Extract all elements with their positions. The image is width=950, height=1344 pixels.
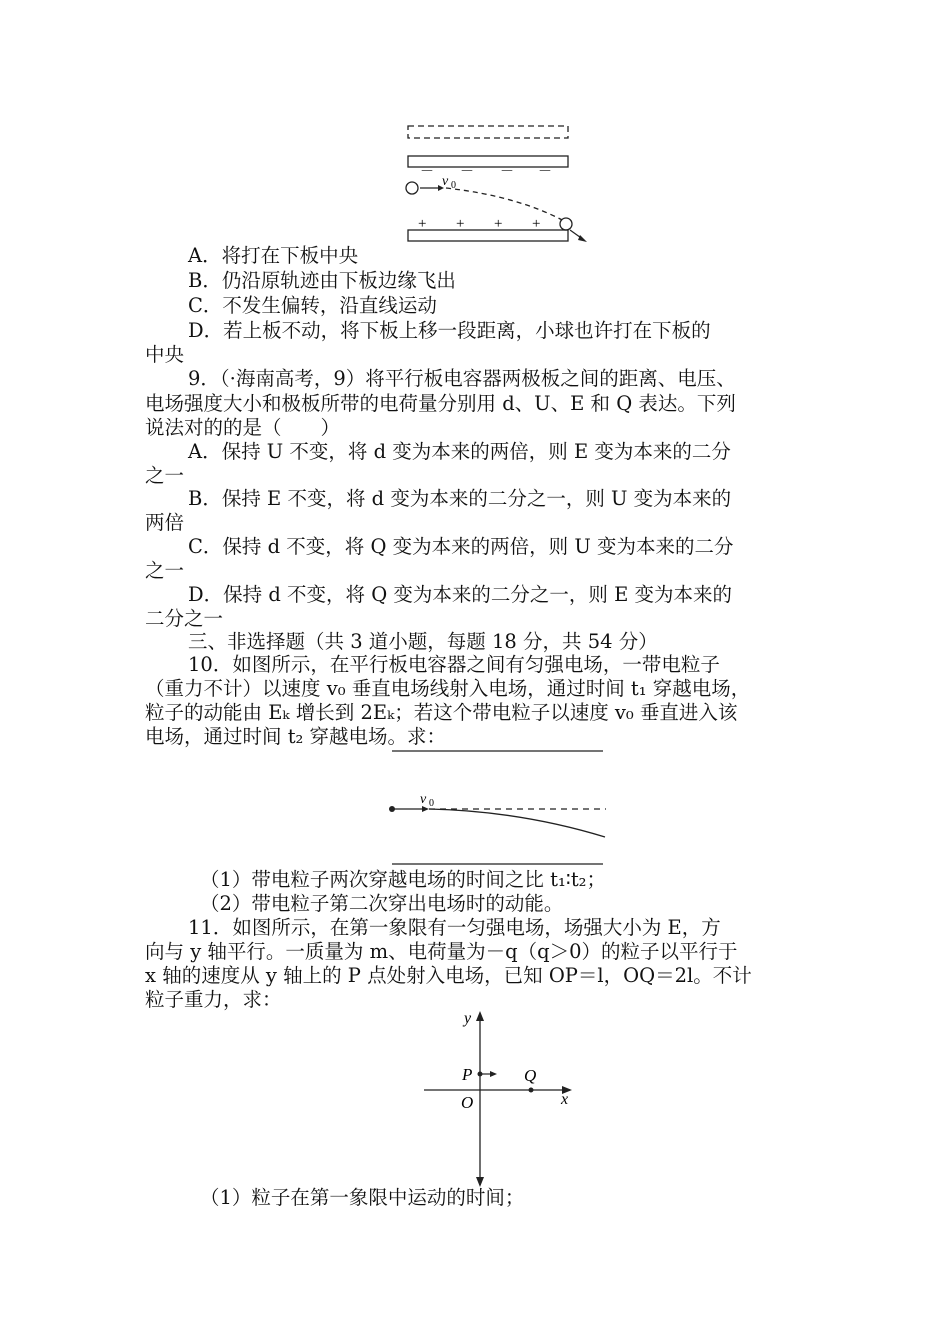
v0-label: v <box>442 174 449 189</box>
q10-stem: 10．如图所示，在平行板电容器之间有匀强电场，一带电粒子 <box>188 653 720 676</box>
q8-option-d: D．若上板不动，将下板上移一段距离，小球也许打在下板的 <box>188 319 711 342</box>
q8-option-d-cont: 中央 <box>145 343 185 366</box>
ball-end <box>560 218 572 230</box>
q11-stem-cont: 粒子重力，求： <box>145 988 282 1011</box>
y-axis-label: y <box>464 1010 472 1027</box>
plus-sign: + <box>456 216 465 232</box>
q10-stem-cont: （重力不计）以速度 v₀ 垂直电场线射入电场，通过时间 t₁ 穿越电场， <box>145 677 751 700</box>
q8-option-a: A．将打在下板中央 <box>188 244 359 267</box>
origin-label: O <box>461 1093 474 1112</box>
point-q <box>529 1088 534 1093</box>
q9-option-a-cont: 之一 <box>145 464 185 487</box>
minus-sign: － <box>460 165 474 180</box>
q10-stem-cont: 电场，通过时间 t₂ 穿越电场。求： <box>145 725 447 748</box>
section-heading: 三、非选择题（共 3 道小题，每题 18 分，共 54 分） <box>188 630 658 653</box>
figure-capacitor-ball <box>398 118 598 248</box>
q9-stem-cont: 电场强度大小和极板所带的电荷量分别用 d、U、E 和 Q 表达。下列 <box>145 392 736 415</box>
x-axis-label: x <box>561 1091 569 1108</box>
minus-sign: － <box>500 165 514 180</box>
q9-stem: 9．（·海南高考，9）将平行板电容器两极板之间的距离、电压、 <box>188 367 736 390</box>
point-q-label: Q <box>524 1066 537 1085</box>
q9-option-d: D．保持 d 不变，将 Q 变为本来的二分之一，则 E 变为本来的 <box>188 583 733 606</box>
q9-option-d-cont: 二分之一 <box>145 607 224 630</box>
q9-option-b: B．保持 E 不变，将 d 变为本来的二分之一，则 U 变为本来的 <box>188 487 732 510</box>
y-axis-arrowhead <box>476 1011 484 1021</box>
q9-stem-cont: 说法对的的是（ ） <box>145 416 341 439</box>
q10-stem-cont: 粒子的动能由 Eₖ 增长到 2Eₖ；若这个带电粒子以速度 v₀ 垂直进入该 <box>145 701 738 724</box>
moved-plate-dashed <box>408 126 568 138</box>
plus-sign: + <box>494 216 503 232</box>
v0-subscript: 0 <box>451 180 456 191</box>
deflected-path <box>429 809 605 837</box>
v0-subscript: 0 <box>429 798 434 809</box>
q8-option-b: B．仍沿原轨迹由下板边缘飞出 <box>188 269 456 292</box>
q8-option-c: C．不发生偏转，沿直线运动 <box>188 294 437 317</box>
q11-part1: （1）粒子在第一象限中运动的时间； <box>200 1186 525 1209</box>
q11-stem-cont: x 轴的速度从 y 轴上的 P 点处射入电场，已知 OP＝l，OQ＝2l。不计 <box>145 964 752 987</box>
figure-coordinate-axes <box>420 1005 585 1190</box>
figure-particle-deflection <box>380 745 610 867</box>
q9-option-c: C．保持 d 不变，将 Q 变为本来的两倍，则 U 变为本来的二分 <box>188 535 734 558</box>
q10-part2: （2）带电粒子第二次穿出电场时的动能。 <box>200 892 564 915</box>
point-p-label: P <box>462 1065 473 1084</box>
q11-stem: 11．如图所示，在第一象限有一匀强电场，场强大小为 E，方 <box>188 916 721 939</box>
q11-stem-cont: 向与 y 轴平行。一质量为 m、电荷量为－q（q＞0）的粒子以平行于 <box>145 940 738 963</box>
q9-option-c-cont: 之一 <box>145 559 185 582</box>
lower-plate <box>408 230 568 241</box>
v0-label: v <box>420 792 427 807</box>
q9-option-a: A．保持 U 不变，将 d 变为本来的两倍，则 E 变为本来的二分 <box>188 440 731 463</box>
p-velocity-arrowhead <box>490 1071 497 1077</box>
plus-sign: + <box>418 216 427 232</box>
q9-option-b-cont: 两倍 <box>145 511 185 534</box>
minus-sign: － <box>420 165 434 180</box>
ball-start <box>406 182 418 194</box>
q10-part1: （1）带电粒子两次穿越电场的时间之比 t₁∶t₂； <box>200 868 606 891</box>
minus-sign: － <box>538 165 552 180</box>
plus-sign: + <box>532 216 541 232</box>
